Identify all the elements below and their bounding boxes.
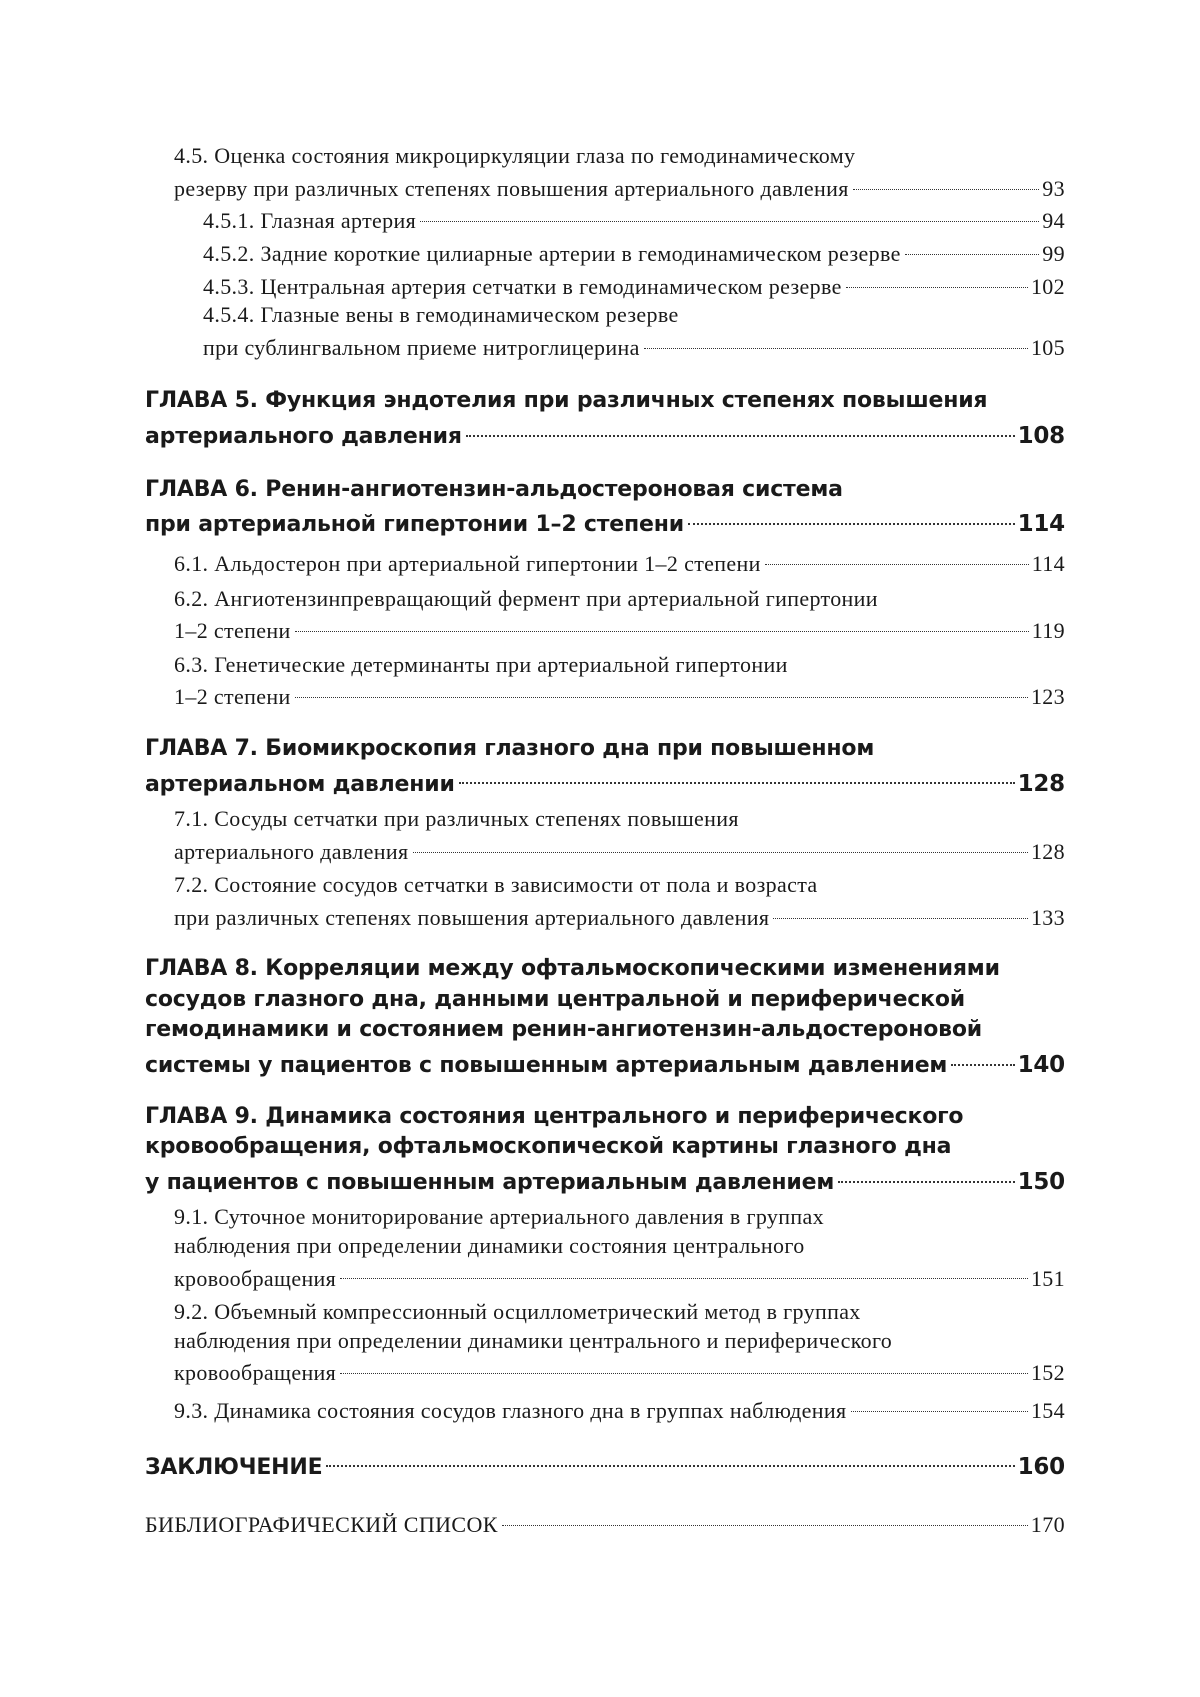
toc-entry-text: 6.1. Альдостерон при артериальной гипертонии 1–2 степени — [174, 551, 761, 576]
toc-entry-text: кровообращения — [174, 1265, 337, 1291]
chapter-title: артериальном давлении — [145, 771, 455, 797]
chapter-title: у пациентов с повышенным артериальным давлением — [145, 1169, 835, 1195]
toc-entry-text: 4.5.1. Глазная артерия — [203, 208, 417, 234]
chapter-title: ГЛАВА 8. Корреляции между офтальмоскопическими изменениями — [145, 956, 1000, 982]
page-number: 133 — [1030, 904, 1065, 930]
toc-entry-7-1 — [145, 805, 1065, 866]
toc-entry-4-5-3 — [145, 269, 1065, 302]
page-number: 154 — [1030, 1397, 1065, 1423]
toc-chapter-5 — [145, 386, 1065, 452]
toc-entry-leader-line — [145, 1447, 1065, 1483]
page-number: 151 — [1030, 1265, 1065, 1291]
toc-entry-leader-line — [145, 1507, 1065, 1539]
chapter-title: ГЛАВА 5. Функция эндотелия при различных степенях повышения — [145, 388, 988, 414]
chapter-title: ГЛАВА 7. Биомикроскопия глазного дна при повышенном — [145, 735, 875, 761]
dot-leader — [838, 1156, 1014, 1182]
toc-chapter-9 — [145, 1102, 1065, 1199]
toc-entry-text: при различных степенях повышения артериального давления — [174, 904, 770, 930]
dot-leader — [326, 1441, 1014, 1467]
page-number: 123 — [1030, 684, 1065, 710]
toc-entry-text: 4.5.3. Центральная артерия сетчатки в гемодинамическом резерве — [203, 273, 842, 299]
chapter-title: ЗАКЛЮЧЕНИЕ — [145, 1454, 323, 1480]
page-number: 140 — [1017, 1052, 1065, 1079]
toc-conclusion — [145, 1447, 1065, 1483]
page-number: 105 — [1030, 334, 1065, 360]
toc-entry-text: 4.5.2. Задние короткие цилиарные артерии в гемодинамическом резерве — [203, 241, 901, 267]
page-number: 99 — [1042, 241, 1065, 267]
dot-leader — [413, 827, 1028, 852]
dot-leader — [851, 1387, 1028, 1412]
toc-bibliography — [145, 1507, 1065, 1539]
toc-entry-6-2 — [145, 585, 1065, 646]
chapter-title: при артериальной гипертонии 1–2 степени — [145, 512, 684, 538]
chapter-title: сосудов глазного дна, данными центральной и периферической — [145, 986, 965, 1012]
dot-leader — [765, 540, 1029, 565]
toc-entry-text: 7.2. Состояние сосудов сетчатки в зависимости от пола и возраста — [174, 872, 818, 898]
dot-leader — [295, 607, 1029, 632]
toc-chapter-6 — [145, 475, 1065, 541]
toc-entry-text: наблюдения при определении динамики состояния центрального — [174, 1232, 805, 1258]
toc-entry-6-1 — [145, 546, 1065, 579]
toc-entry-9-2 — [145, 1298, 1065, 1388]
page-number: 114 — [1031, 551, 1065, 576]
toc-entry-leader-line — [203, 330, 1065, 363]
toc-entry-leader-line — [174, 546, 1065, 579]
chapter-title: гемодинамики и состоянием ренин-ангиотензин-альдостероновой — [145, 1017, 982, 1043]
toc-entry-6-3 — [145, 651, 1065, 712]
toc-entry-text: артериального давления — [174, 838, 409, 864]
toc-entry-leader-line — [145, 505, 1065, 541]
toc-entry-text: 1–2 степени — [174, 618, 291, 644]
page-number: 128 — [1017, 770, 1065, 797]
toc-entry-9-3 — [145, 1393, 1065, 1426]
chapter-title: системы у пациентов с повышенным артериальным давлением — [145, 1053, 948, 1079]
toc-entry-text: БИБЛИОГРАФИЧЕСКИЙ СПИСОК — [145, 1512, 498, 1538]
dot-leader — [466, 411, 1015, 437]
toc-entry-leader-line — [174, 900, 1065, 933]
toc-entry-leader-line — [203, 269, 1065, 302]
dot-leader — [688, 499, 1015, 525]
toc-entry-text: 4.5.4. Глазные вены в гемодинамическом резерве — [203, 302, 679, 328]
page-number: 170 — [1030, 1512, 1065, 1538]
toc-entry-leader-line — [174, 1393, 1065, 1426]
page-number: 160 — [1017, 1453, 1065, 1480]
toc-entry-4-5 — [145, 142, 1065, 203]
page-number: 128 — [1030, 838, 1065, 864]
toc-entry-7-2 — [145, 871, 1065, 932]
dot-leader — [459, 758, 1015, 784]
toc-entry-text: 6.2. Ангиотензинпревращающий фермент при артериальной гипертонии — [174, 585, 878, 611]
toc-entry-text: 1–2 степени — [174, 684, 291, 710]
dot-leader — [905, 230, 1040, 255]
toc-entry-text: кровообращения — [174, 1360, 337, 1386]
dot-leader — [420, 197, 1039, 222]
dot-leader — [951, 1040, 1014, 1066]
toc-entry-leader-line — [145, 1046, 1065, 1082]
toc-entry-text: 9.3. Динамика состояния сосудов глазного дна в группах наблюдения — [174, 1397, 847, 1423]
toc-entry-text: резерву при различных степенях повышения артериального давления — [174, 175, 849, 201]
toc-entry-9-1 — [145, 1203, 1065, 1293]
toc-chapter-8 — [145, 954, 1065, 1081]
chapter-title: артериального давления — [145, 424, 462, 450]
chapter-title: ГЛАВА 9. Динамика состояния центрального и периферического — [145, 1103, 964, 1129]
toc-entry-leader-line — [174, 613, 1065, 646]
toc-entry-text: 6.3. Генетические детерминанты при артериальной гипертонии — [174, 651, 788, 677]
toc-entry-leader-line — [174, 679, 1065, 712]
toc-entry-4-5-4 — [145, 301, 1065, 362]
dot-leader — [644, 324, 1028, 349]
dot-leader — [846, 262, 1028, 287]
dot-leader — [295, 673, 1028, 698]
page-number: 102 — [1030, 273, 1065, 299]
page-number: 108 — [1017, 423, 1065, 450]
dot-leader — [340, 1349, 1028, 1374]
dot-leader — [853, 164, 1040, 189]
page-number: 150 — [1017, 1168, 1065, 1195]
toc-entry-text: 9.1. Суточное мониторирование артериального давления в группах — [174, 1204, 824, 1230]
toc-entry-leader-line — [145, 417, 1065, 453]
dot-leader — [502, 1501, 1028, 1526]
toc-entry-text: 4.5. Оценка состояния микроциркуляции глаза по гемодинамическому — [174, 143, 856, 168]
page-number: 152 — [1030, 1360, 1065, 1386]
toc-entry-text: 9.2. Объемный компрессионный осциллометрический метод в группах — [174, 1299, 861, 1324]
toc-chapter-7 — [145, 734, 1065, 800]
toc-entry-text: 7.1. Сосуды сетчатки при различных степенях повышения — [174, 806, 739, 832]
page-number: 94 — [1042, 208, 1065, 234]
page-number: 114 — [1017, 511, 1065, 538]
toc-entry-leader-line — [145, 764, 1065, 800]
chapter-title: ГЛАВА 6. Ренин-ангиотензин-альдостероновая система — [145, 476, 843, 502]
table-of-contents — [145, 142, 1065, 1539]
dot-leader — [773, 894, 1028, 919]
page-number: 93 — [1042, 175, 1065, 201]
toc-entry-text: наблюдения при определении динамики центрального и периферического — [174, 1327, 893, 1353]
toc-entry-text: при сублингвальном приеме нитроглицерина — [203, 334, 640, 360]
toc-entry-leader-line — [174, 1260, 1065, 1293]
toc-entry-leader-line — [145, 1163, 1065, 1199]
chapter-title: кровообращения, офтальмоскопической картины глазного дна — [145, 1134, 952, 1160]
page-number: 119 — [1031, 618, 1065, 644]
toc-entry-leader-line — [174, 834, 1065, 867]
toc-entry-leader-line — [174, 1355, 1065, 1388]
dot-leader — [340, 1254, 1028, 1279]
